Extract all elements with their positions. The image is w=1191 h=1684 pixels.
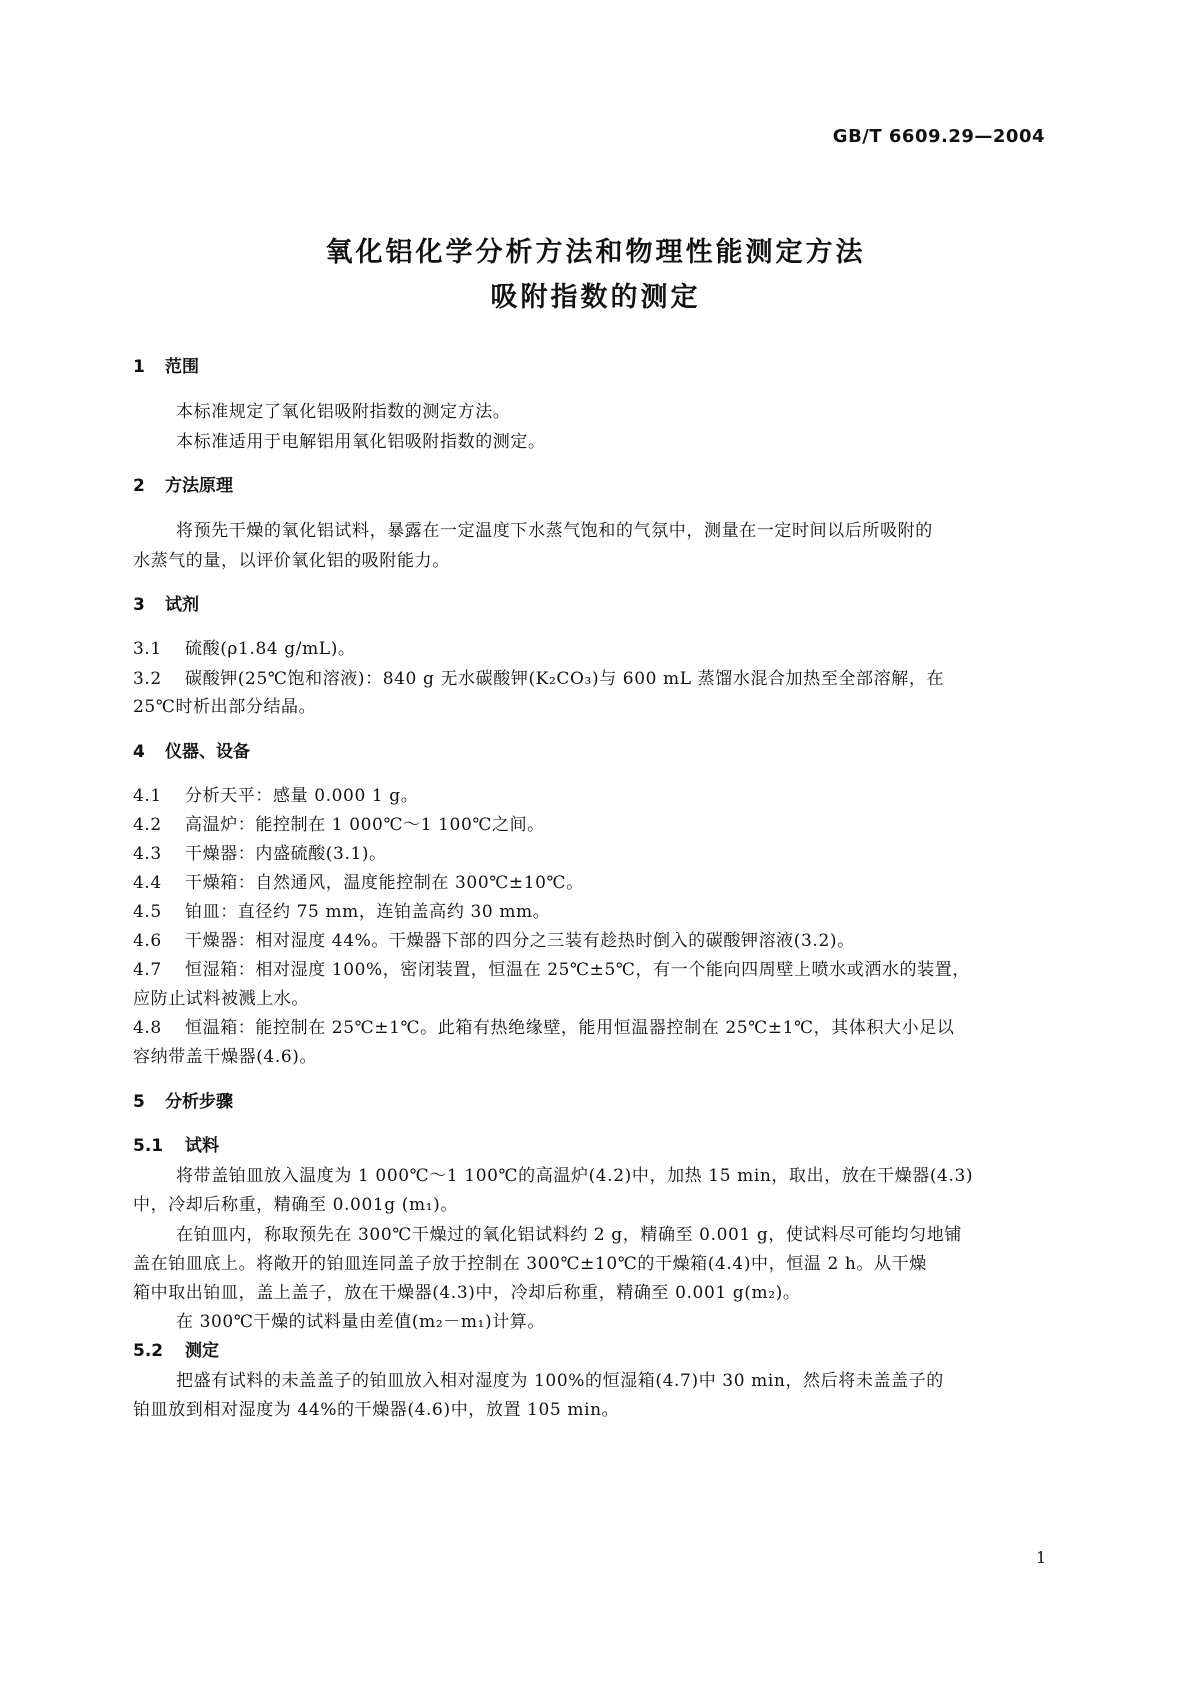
list-item: [133, 1013, 954, 1038]
section-number: 3: [133, 595, 145, 615]
subsection-title: 试料: [185, 1136, 219, 1156]
item-continuation: 容纳带盖干燥器(4.6)。: [133, 1047, 318, 1067]
item-text: 恒湿箱：相对湿度 100%，密闭装置，恒温在 25℃±5℃，有一个能向四周壁上喷水或洒水的装置，: [185, 960, 970, 980]
subsection-number: 5.1: [133, 1136, 164, 1156]
doc-title-line1: 氧化铝化学分析方法和物理性能测定方法: [325, 237, 866, 268]
paragraph-line: 将带盖铂皿放入温度为 1 000℃～1 100℃的高温炉(4.2)中，加热 15 min，取出，放在干燥器(4.3): [176, 1166, 974, 1186]
section-number: 1: [133, 357, 145, 377]
section-title: 试剂: [165, 595, 199, 615]
item-text: 硫酸(ρ1.84 g/mL)。: [185, 639, 356, 659]
paragraph-line: 铂皿放到相对湿度为 44%的干燥器(4.6)中，放置 105 min。: [133, 1400, 620, 1420]
paragraph-line: 水蒸气的量，以评价氧化铝的吸附能力。: [133, 551, 450, 571]
item-number: 4.6: [133, 931, 162, 951]
section-number: 5: [133, 1092, 145, 1112]
item-continuation: 25℃时析出部分结晶。: [133, 697, 317, 717]
paragraph: 本标准适用于电解铝用氧化铝吸附指数的测定。: [176, 432, 546, 452]
section-1-heading: [133, 352, 199, 377]
item-text: 干燥器：内盛硫酸(3.1)。: [185, 844, 387, 864]
section-title: 分析步骤: [165, 1092, 233, 1112]
item-number: 4.7: [133, 960, 162, 980]
standard-number: GB/T 6609.29—2004: [832, 126, 1045, 147]
item-text: 干燥器：相对湿度 44%。干燥器下部的四分之三装有趁热时倒入的碳酸钾溶液(3.2)。: [185, 931, 855, 951]
item-text: 高温炉：能控制在 1 000℃～1 100℃之间。: [185, 815, 545, 835]
list-item: [133, 868, 584, 893]
list-item: [133, 634, 356, 659]
item-text: 干燥箱：自然通风，温度能控制在 300℃±10℃。: [185, 873, 584, 893]
list-item: [133, 664, 944, 689]
page-number: 1: [1036, 1548, 1047, 1567]
section-3-heading: [133, 590, 199, 615]
section-title: 仪器、设备: [165, 742, 250, 762]
item-number: 4.3: [133, 844, 162, 864]
paragraph-line: 中，冷却后称重，精确至 0.001g (m₁)。: [133, 1195, 458, 1215]
section-title: 方法原理: [165, 476, 233, 496]
item-number: 4.1: [133, 786, 162, 806]
section-2-heading: [133, 471, 233, 496]
list-item: [133, 839, 387, 864]
section-number: 4: [133, 742, 145, 762]
item-number: 4.8: [133, 1018, 162, 1038]
item-text: 碳酸钾(25℃饱和溶液)：840 g 无水碳酸钾(K₂CO₃)与 600 mL 蒸馏水混合加热至全部溶解，在: [185, 669, 945, 689]
item-number: 4.2: [133, 815, 162, 835]
item-text: 分析天平：感量 0.000 1 g。: [185, 786, 419, 806]
subsection-5-2-heading: [133, 1336, 219, 1361]
section-4-heading: [133, 737, 250, 762]
subsection-5-1-heading: [133, 1131, 219, 1156]
paragraph: 本标准规定了氧化铝吸附指数的测定方法。: [176, 402, 511, 422]
paragraph-line: 在 300℃干燥的试料量由差值(m₂－m₁)计算。: [176, 1312, 546, 1332]
item-continuation: 应防止试料被溅上水。: [133, 989, 309, 1009]
subsection-number: 5.2: [133, 1341, 164, 1361]
item-text: 恒温箱：能控制在 25℃±1℃。此箱有热绝缘壁，能用恒温器控制在 25℃±1℃，其体积大小足以: [185, 1018, 955, 1038]
list-item: [133, 955, 970, 980]
paragraph-line: 将预先干燥的氧化铝试料，暴露在一定温度下水蒸气饱和的气氛中，测量在一定时间以后所吸附的: [176, 521, 933, 541]
section-title: 范围: [165, 357, 199, 377]
list-item: [133, 926, 855, 951]
paragraph-line: 盖在铂皿底上。将敞开的铂皿连同盖子放于控制在 300℃±10℃的干燥箱(4.4)中，恒温 2 h。从干燥: [133, 1254, 927, 1274]
subsection-title: 测定: [185, 1341, 219, 1361]
item-number: 4.5: [133, 902, 162, 922]
paragraph-line: 把盛有试料的未盖盖子的铂皿放入相对湿度为 100%的恒湿箱(4.7)中 30 min，然后将未盖盖子的: [176, 1371, 944, 1391]
list-item: [133, 897, 550, 922]
item-number: 3.1: [133, 639, 162, 659]
doc-title-line2: 吸附指数的测定: [490, 282, 701, 313]
item-number: 4.4: [133, 873, 162, 893]
list-item: [133, 810, 545, 835]
item-number: 3.2: [133, 669, 162, 689]
section-number: 2: [133, 476, 145, 496]
paragraph-line: 箱中取出铂皿，盖上盖子，放在干燥器(4.3)中，冷却后称重，精确至 0.001 g(m₂)。: [133, 1283, 801, 1303]
list-item: [133, 781, 418, 806]
item-text: 铂皿：直径约 75 mm，连铂盖高约 30 mm。: [185, 902, 551, 922]
section-5-heading: [133, 1087, 233, 1112]
paragraph-line: 在铂皿内，称取预先在 300℃干燥过的氧化铝试料约 2 g，精确至 0.001 g，使试料尽可能均匀地铺: [176, 1225, 962, 1245]
